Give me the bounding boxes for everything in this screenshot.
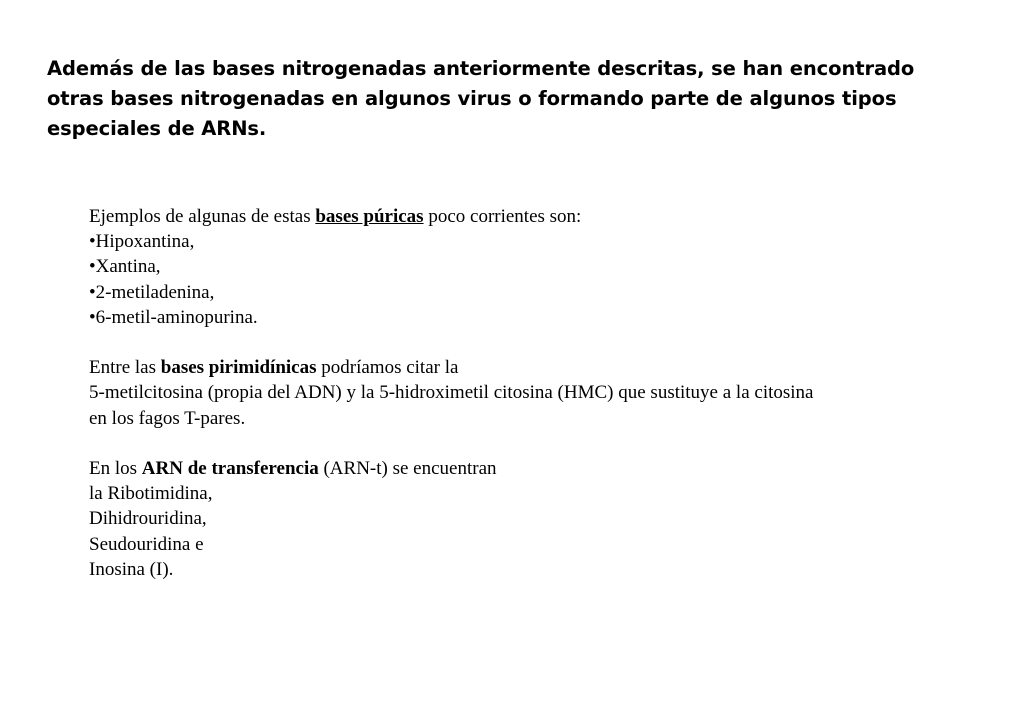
pirimidinicas-intro: Entre las bases pirimidínicas podríamos citar la — [89, 357, 459, 379]
pirimidinicas-line-2: 5-metilcitosina (propia del ADN) y la 5-hidroximetil citosina (HMC) que sustituye a la citosina — [89, 382, 814, 404]
list-item: •6-metil-aminopurina. — [89, 306, 258, 328]
heading-line-3: especiales de ARNs. — [47, 117, 267, 140]
heading-line-2: otras bases nitrogenadas en algunos virus o formando parte de algunos tipos — [47, 87, 897, 110]
list-item: la Ribotimidina, — [89, 483, 213, 505]
list-item: •Xantina, — [89, 256, 161, 278]
list-item: •2-metiladenina, — [89, 281, 215, 303]
list-item: •Hipoxantina, — [89, 231, 195, 253]
heading-line-1: Además de las bases nitrogenadas anteriormente descritas, se han encontrado — [47, 57, 915, 80]
bases-puricas-term: bases púricas — [315, 206, 424, 227]
arn-transferencia-term: ARN de transferencia — [141, 458, 319, 479]
intro-heading — [47, 54, 987, 144]
arnt-intro: En los ARN de transferencia (ARN-t) se encuentran — [89, 458, 497, 479]
list-item: Dihidrouridina, — [89, 508, 207, 530]
bases-pirimidinicas-term: bases pirimidínicas — [160, 357, 317, 379]
pirimidinicas-line-3: en los fagos T-pares. — [89, 407, 246, 429]
paragraph-spacer — [89, 330, 989, 355]
paragraph-spacer — [89, 431, 989, 456]
body-text — [89, 204, 989, 582]
list-item: Seudouridina e — [89, 533, 204, 555]
list-item: Inosina (I). — [89, 558, 174, 580]
puricas-intro: Ejemplos de algunas de estas bases púricas poco corrientes son: — [89, 206, 582, 227]
